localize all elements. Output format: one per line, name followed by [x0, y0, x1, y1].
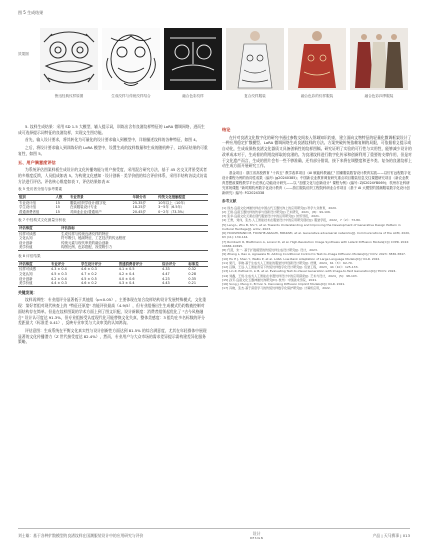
table5 [18, 194, 208, 215]
table-header-cell: 组别 [18, 195, 55, 201]
table-cell: 4.2 ± 0.4 [118, 271, 135, 276]
table-header-cell: 专业评分 [50, 261, 80, 267]
table-cell: 10年以上（10年） [158, 200, 188, 205]
table-header-cell: 综合评分 [161, 261, 187, 267]
reference-item: [1] 徐杰.良渚文化神徽纹样在中国古代玉器纹饰上的应用研究[J].科学大众教育，2020. [222, 205, 337, 210]
page-footer [18, 528, 410, 543]
reference-item: [15] 孙芳.良渚文化玉器神徽纹饰研究[D]. 杭州：中国美术学院，2021. [222, 277, 318, 282]
table-cell: 4.7 ± 0.2 [81, 271, 97, 276]
table-cell: 普通消费者组 [18, 210, 55, 215]
table-cell: 设计创新 [19, 276, 33, 281]
table-cell: 专业设计组 [19, 200, 36, 205]
table-header-cell: 评估指标 [60, 226, 208, 232]
reference-item: [8] 代茹，朱一. 基于扩散模型的传统纹样生成设计研究[J]. 设计，2023. [222, 248, 318, 253]
table-cell: 4.33 [162, 267, 170, 272]
pattern-combined-image [102, 28, 160, 90]
figure-side-label: 效果图 [18, 52, 29, 56]
table-cell: 4.47 [162, 271, 170, 276]
funding-note: 基金项目：浙江省高校教育 "十四五" 教学改革项目《AI 赋能科教融汇" 国潮服装数智设计教育实践——以钉钉远程数字化设计课程为例的协同性成果（编号: jg20240385)；中国新农业教育调查研究重点项目服装信息交往课题研究项目《新农业教育思想政课程教学平台在核心功能设计研究——以 "加强文化与创新设计" 课程为例》(编号: ZJS2024YB069)；杭州市社科研究常规课题 "新时期杭州数字化设计教育（——游江服装纺织工程院科研业合作项目《基于 AI 大模型的国潮服装数字化设计创新研究》编号: FG2024338 [222, 170, 411, 195]
paragraph: 评估意图：生成系统在平衡文化真实性与设计创新性方面达到 81.5% 的综合满意度，尤其在年轻群体中展现显著的文化传播潜力（Z 世代接受度达 82.4%），然而，专业用户与大众市场的需求差异提示需构建差异化服务策略。 [18, 327, 207, 345]
table-cell: 传统元素与现代审美的融合创新 [61, 240, 109, 245]
table7-title: 表 7 中经构式文化测量分析表 [18, 218, 66, 223]
table-cell: 0.32 [188, 267, 196, 272]
reference-item: [4] 王勇，刘伟，张杰.人工智能技术在服装设计中的应用研究现状[J]. 服装学报，2022，7（2）：73-80. [222, 218, 361, 223]
footer-article-title: 刘士雄：基于各种扩散模型的良渚纹样在国潮服装设计中的应用研究与评价 [18, 533, 144, 538]
table5-title: 表 5 受访者分组与参考要素 [18, 187, 63, 192]
table-header-cell: 人数 [55, 195, 69, 201]
table-cell: 美学价值 [18, 245, 60, 250]
reference-item: [2] 王艳.良渚玉器纹样的传承与创新设计研究[J].艺术研究，2021，(8)：99-106. [222, 209, 331, 214]
reference-item: [11] 梁凡，李晓.基于生成式人工智能的服装纹样创新设计研究[J]. 丝绸，2024，61（3）：62-70. [222, 260, 353, 265]
table-cell: 4.0 ± 0.6 [118, 276, 135, 281]
table-cell: 纹样可读感 [19, 231, 36, 236]
table-cell: 4.2 ± 0.4 [50, 276, 67, 281]
reference-item: [3] 张华.良渚文化元素在现代服装设计中的运用研究[J]. 纺织导报，2021. [222, 214, 320, 219]
figure-caption-1: 鲁迅经典纹样原图 [54, 94, 84, 98]
table-row [18, 210, 208, 215]
garment-pattern-image [226, 28, 284, 90]
table-row [18, 281, 208, 286]
paragraph: 纹样再辨性：专业组评分显著低于其他组（p<0.05）。主要体现在复合纹样结构设计发展特殊模式，文化重现：第好者组对现代核查上的 "特征还原度" 功能评价最高（4.9/5），但专业组指出生生成模式仍约数被控制对面结构存在简单。但是在纹样图案的学术方面上到了图文识配，设计新颖度：消费者组领起优化了 "古今风格融合" 设计认可度达 91.3%，但专业组接受认度现代化可能替换文化失真，整体美感度：3 组均在多名标数的评分差距最大（标准差 0.41），反映专业审美与大众审美的认知鸿沟。 [18, 297, 207, 326]
figure-caption-5: 融合色彩的纹样服装 [300, 94, 334, 98]
paragraph: 在针对良渚文化数字化的研究中通过参数交间表入领域知识约束，建立面向文物特征的轻量化微调框架设计了一种应用稳定扩散模型、LoRA 微调网络生成良渚纹样的方法。方案突破传统依赖复制的局限，可依据着义提示或自动化，生成成保持良渚文化器质又具备创新性的纹样图稿。研究证明了实验的可行性与实用性，能够减少设计的改革成本对于，生成着的利用纹样取的良渚的。为良渚纹样进行数字化传承和创新利用了重要的支撑作用，但是对于文化遗产而言，生成的图片会有一些不够准确，还有部分错误，接下来将在调整度和更多类、复杂的良渚纹样上动生成方面开展研究工作。 [222, 134, 412, 169]
table-cell: 25-35岁 [132, 200, 146, 205]
table-cell: 4.5 ± 0.5 [81, 276, 97, 281]
references-list [222, 206, 412, 291]
paragraph: 首先，输入设计要求，将其转化为可量化的设计要求输入到模型中，详细描述纹样的各种特征，如图 4。 [25, 137, 200, 143]
reference-item: [7] Rombach R, Blattmann A, Lorenz D, et al. High-Resolution Image Synthesis with Latent Diffusion Models[C]// CVPR. 2022: 10684-10695. [222, 239, 410, 248]
table-cell: 学生设计组 [19, 205, 36, 210]
table-cell: 文化认知 [19, 271, 33, 276]
pattern-original-image [40, 28, 98, 90]
table-cell: 4.6 ± 0.2 [80, 281, 118, 286]
table-cell: 4.23 [162, 276, 170, 281]
section-heading: 结论 [222, 127, 231, 132]
garment-color-image [288, 28, 346, 90]
footer-logo-cn: 设计 [252, 531, 261, 536]
table-cell: 0~2年（73.3%） [157, 210, 208, 215]
table-header-cell: 评估维度 [18, 261, 50, 267]
reference-item: [12] 吕静，王远.人工智能背景下传统纹样数字化设计研究[J]. 包装工程，2023，44（10）：125-133. [222, 265, 359, 270]
paragraph: 为系统评估图案样板生成设计的文化传播效能与用户接受度，采用混合研究方法，基于 45 名交叉背景受试者的多维度反馈，人员组成如表 5。为构建文化感知 · 设计创新 · 美学价值的综合评价体系，采用半结构访谈式访谈方法进行评估。评估核心维度如表 7，评估结果如表 8： [18, 167, 208, 184]
table-cell: 4.5 ± 0.3 [50, 271, 67, 276]
figure-caption-4: 复合纹样服装 [244, 94, 266, 98]
table-header-cell: 年龄分布 [132, 195, 158, 201]
table-cell: 4.4 ± 0.3 [50, 281, 80, 286]
figure-title: 图 5 生成结果 [18, 10, 44, 15]
table-cell: 18-25岁 [132, 205, 146, 210]
table-header-cell: 普通消费者评分 [118, 261, 161, 267]
paragraph: 5. 纹样生成结果：采用 SD 1.5 大模型，辅入提示词，训练出含有良渚纹样特征的 LoRA 微调网络，进而生成可选择提示词特征的良渚纹样，实现文生图功能。 [18, 124, 205, 135]
table-cell: 4.3 ± 0.4 [50, 267, 67, 272]
table-cell: 服装/纺织学设计/数字化 [70, 200, 107, 205]
figure-caption-6: 融合色彩四季服装 [364, 94, 394, 98]
table-cell: 0.21 [187, 281, 208, 286]
references-heading: 参考文献 [222, 198, 237, 203]
reference-item: [13] Lin Z, Pathak D, Li B, et al. Evaluating Text-to-Visual Generation with Image-to-Text Generation[C]// ECCV. 2024. [222, 269, 397, 274]
table-header-cell: 学生设计评分 [80, 261, 118, 267]
table-cell: 对商业企业/普通用户 [69, 210, 132, 215]
reference-item: [14] 刘鑫，王悦.生成式人工智能在非遗纹样设计中的应用探索[J]. 艺术与设计，2024，(5)：98-103. [222, 273, 358, 278]
table-cell: 4.1 ± 0.5 [118, 267, 135, 272]
table-cell: 3~5年（6.5年） [158, 205, 185, 210]
table-cell: 纹样可读感 [19, 267, 36, 272]
keyword-heading: 关键发现： [18, 289, 37, 295]
table-cell: 在读服装设计专业 [70, 205, 98, 210]
right-column [222, 124, 412, 291]
footer-logo-en: DESIGN [250, 536, 264, 541]
table-cell: 4.43 [161, 281, 187, 286]
footer-journal-logo [250, 532, 263, 540]
footer-page-info: 产品 | 天马赛事 | 013 [372, 533, 410, 538]
table-cell: 4.6 ± 0.3 [81, 267, 97, 272]
table-header-cell: 传统文化接触程度 [157, 195, 208, 201]
figure-row [18, 22, 410, 96]
reference-item: [17] 冯晓，张杰.基于深度学习的传统纹样数字化保护研究[J]. 计算机应用，2022. [222, 286, 331, 291]
table-cell: 生成纹样与传统良渚纹样的特征 [61, 231, 109, 236]
table-cell: 0.28 [188, 271, 196, 276]
table-cell: 符号吸引、秘阁特征、工艺技法的传达程度 [61, 236, 126, 241]
table-header-cell: 评估维度 [18, 226, 60, 232]
table8-title: 表 8 评估结果 [18, 254, 41, 259]
table8 [18, 261, 208, 287]
table-row [18, 245, 208, 250]
reference-item: [5] Leng L, Zhu B, Shi Y, et al. Towards Understanding and Improving the Development of Generative Design Pattern in Cultural Heritage[J]. arXiv, 2023. [222, 222, 401, 231]
garment-seasons-image [350, 28, 408, 90]
table-header-cell: 专业背景 [69, 195, 132, 201]
table-cell: 15 [55, 205, 60, 210]
table-cell: 设计创新 [19, 240, 33, 245]
table-cell: 0.35 [188, 276, 196, 281]
reference-item: [9] Zhang L, Rao A, Agrawala M. Adding Conditional Control to Text-to-Image Diffusion Models[C]// ICCV. 2023: 3836-3847. [222, 252, 406, 257]
figure-caption-2: 生成纹样与传统纹样结合 [111, 94, 151, 98]
reference-item: [16] Song J, Meng C, Ermon S. Denoising Diffusion Implicit Models[C]// ICLR. 2021. [222, 282, 346, 287]
left-column [18, 124, 208, 347]
table-cell: 20-45岁 [132, 210, 158, 215]
figure-caption-3: 融合色彩纹样 [182, 94, 204, 98]
pattern-color-image [164, 28, 222, 90]
table-cell: 构图比例、色彩搭配、视觉吸引力 [60, 245, 208, 250]
reference-item: [6] HOOSHMAND M, FOOSHE-ARAGHI, MIRZAEI, et al. Generative adversarial networks[J]. Communications of the ACM, 2020, 63 (11): 139-144. [222, 231, 411, 240]
paragraph: 之后，将设计要求输入到训练好的 LoRA 模型中，设置生成的纹样数量和生成的随机种子，以保证结果的可重复性，如图 5。 [18, 145, 208, 156]
table-cell: 4.3 ± 0.4 [118, 281, 161, 286]
table-cell: 文化认知 [19, 236, 33, 241]
table-cell: 美学价值 [18, 281, 50, 286]
section-heading: 五、用户满意度评估 [18, 159, 56, 165]
reference-item: [10] Hu E J, Shen Y, Wallis P, et al. LoRA: Low-Rank Adaptation of Large Language Models[C]// ICLR. 2022. [222, 256, 381, 261]
table-header-cell: 标准差 [187, 261, 208, 267]
table-cell: 15 [55, 200, 60, 205]
table7 [18, 225, 208, 251]
table-cell: 15 [55, 210, 69, 215]
